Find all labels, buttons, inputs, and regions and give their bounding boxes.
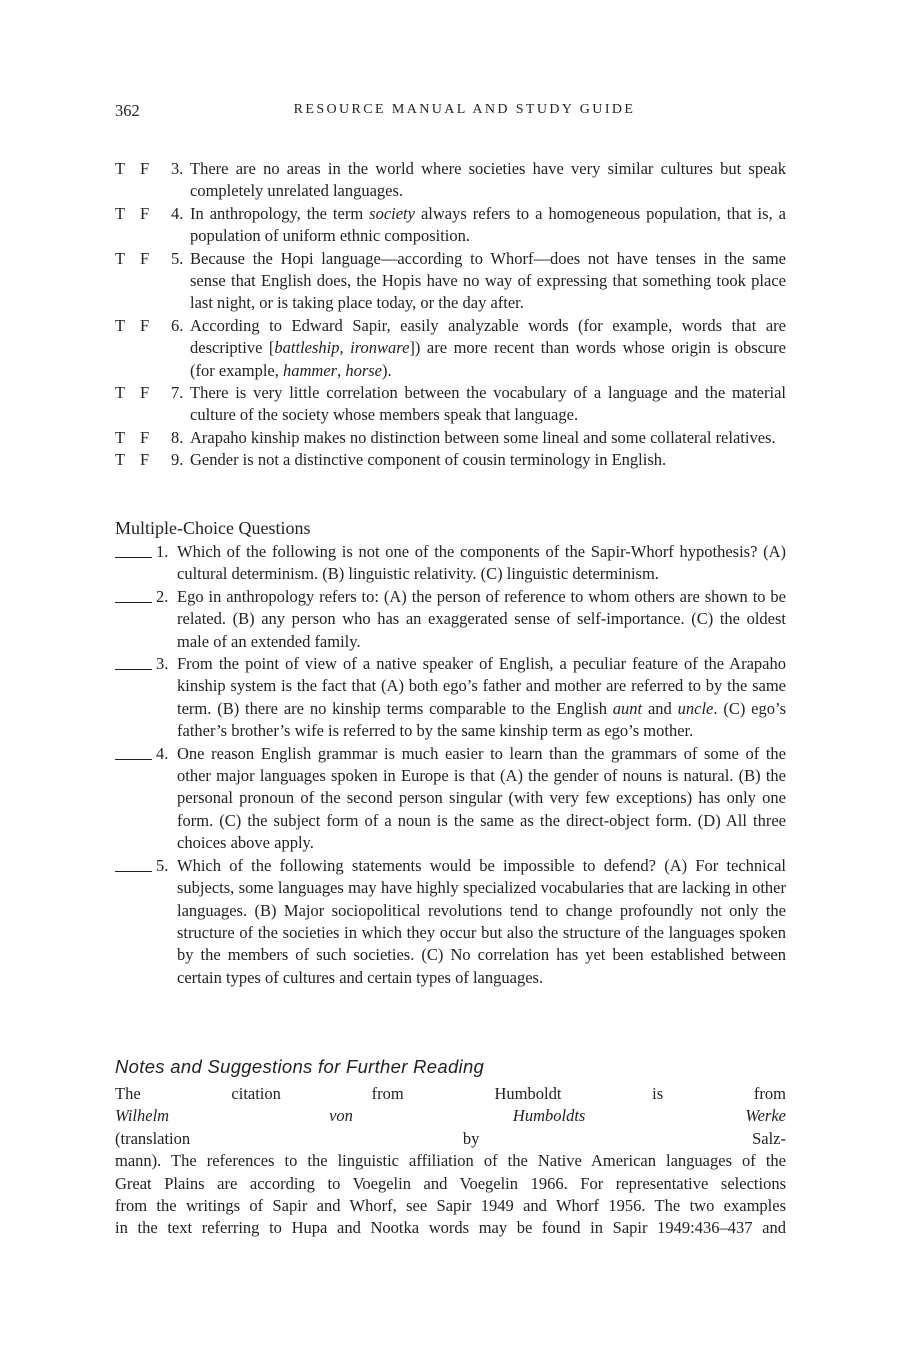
- tf-question-9: [115, 449, 786, 471]
- question-text: Because the Hopi language—according to Whorf—does not have tenses in the same sense that English does, the Hopis have no way of expressing that something took place last night, or is taking place today, or the day after.: [190, 248, 786, 313]
- notes-line: in the text referring to Hupa and Nootka words may be found in Sapir 1949:436–437 and: [115, 1218, 786, 1238]
- tf-question-7: [115, 382, 786, 427]
- question-number: 6.: [171, 315, 184, 335]
- page-number: 362: [115, 101, 140, 120]
- question-text: In anthropology, the term society always refers to a homogeneous population, that is, a population of uniform ethnic composition.: [190, 203, 786, 246]
- notes-line: from the writings of Sapir and Whorf, see Sapir 1949 and Whorf 1956. The two examples: [115, 1196, 786, 1216]
- mc-question-5: [115, 855, 786, 989]
- false-option[interactable]: F: [140, 450, 150, 470]
- notes-paragraph: [115, 1083, 786, 1240]
- question-number: 5.: [171, 248, 184, 268]
- true-option[interactable]: T: [115, 315, 126, 335]
- question-number: 8.: [171, 427, 184, 447]
- multiple-choice-heading: Multiple-Choice Questions: [115, 518, 311, 538]
- true-option[interactable]: T: [115, 248, 126, 268]
- tf-question-4: [115, 203, 786, 248]
- question-number: 2.: [156, 586, 169, 606]
- question-text: According to Edward Sapir, easily analyzable words (for example, words that are descriptive [battleship, ironware]) are more recent than words whose origin is obscure (for example, hammer, horse).: [190, 315, 787, 380]
- question-text: Arapaho kinship makes no distinction between some lineal and some collateral relatives.: [190, 427, 776, 447]
- false-option[interactable]: F: [140, 159, 150, 178]
- notes-heading: Notes and Suggestions for Further Reading: [115, 1056, 485, 1077]
- answer-blank[interactable]: [115, 669, 152, 670]
- question-text: There is very little correlation between the vocabulary of a language and the material culture of the society whose members speak that language.: [190, 383, 786, 425]
- mc-question-2: [115, 586, 786, 653]
- question-text: Which of the following statements would be impossible to defend? (A) For technical subjects, some languages may have highly specialized vocabularies that are lacking in other languages. (B) Major sociopolitical revolutions tend to change profoundly not only the structure of the societies in which they occur but also the structure of the languages spoken by the members of such societies. (C) No correlation has yet been established between certain types of cultures and certain types of languages.: [177, 855, 786, 987]
- mc-question-4: [115, 743, 786, 855]
- question-number: 3.: [156, 654, 169, 674]
- tf-question-8: [115, 427, 786, 449]
- multiple-choice-list: [115, 541, 786, 989]
- true-option[interactable]: T: [115, 450, 126, 470]
- notes-line: Great Plains are according to Voegelin and Voegelin 1966. For representative selections: [115, 1173, 786, 1193]
- answer-blank[interactable]: [115, 871, 152, 872]
- question-number: 7.: [171, 383, 184, 403]
- answer-blank[interactable]: [115, 557, 152, 558]
- true-false-list: [115, 158, 786, 472]
- running-head: [115, 101, 786, 123]
- question-text: From the point of view of a native speaker of English, a peculiar feature of the Arapaho kinship system is the fact that (A) both ego’s father and mother are referred to by the same term. (B) there are no kinship terms comparable to the English aunt and uncle. (C) ego’s father’s brother’s wife is referred to by the same kinship term as ego’s mother.: [177, 654, 786, 741]
- question-number: 3.: [171, 159, 184, 178]
- true-option[interactable]: T: [115, 159, 126, 178]
- false-option[interactable]: F: [140, 315, 150, 335]
- false-option[interactable]: F: [140, 427, 150, 447]
- answer-blank[interactable]: [115, 759, 152, 760]
- false-option[interactable]: F: [140, 203, 150, 223]
- tf-question-6: [115, 315, 786, 382]
- question-number: 4.: [171, 203, 184, 223]
- true-option[interactable]: T: [115, 427, 126, 447]
- tf-question-5: [115, 248, 786, 315]
- mc-question-3: [115, 653, 786, 743]
- question-text: One reason English grammar is much easier to learn than the grammars of some of the other major languages spoken in Europe is that (A) the gender of nouns is natural. (B) the personal pronoun of the second person singular (with very few exceptions) has only one form. (C) the subject form of a noun is the same as the direct-object form. (D) All three choices above apply.: [177, 743, 786, 853]
- true-option[interactable]: T: [115, 383, 126, 403]
- mc-question-1: [115, 541, 786, 586]
- question-number: 5.: [156, 855, 169, 875]
- notes-line: The citation from Humboldt is from Wilhelm von Humboldts Werke (translation by Salz-: [115, 1084, 786, 1148]
- question-text: There are no areas in the world where societies have very similar cultures but speak completely unrelated languages.: [190, 159, 786, 201]
- notes-line: mann). The references to the linguistic affiliation of the Native American languages of the: [115, 1151, 786, 1171]
- italic-term: society: [369, 203, 415, 223]
- question-text: Gender is not a distinctive component of cousin terminology in English.: [190, 450, 667, 470]
- false-option[interactable]: F: [140, 383, 150, 403]
- question-text: Which of the following is not one of the components of the Sapir-Whorf hypothesis? (A) cultural determinism. (B) linguistic relativity. (C) linguistic determinism.: [177, 542, 786, 584]
- question-number: 9.: [171, 450, 184, 470]
- false-option[interactable]: F: [140, 248, 150, 268]
- answer-blank[interactable]: [115, 602, 152, 603]
- question-text: Ego in anthropology refers to: (A) the person of reference to whom others are shown to be related. (B) any person who has an exaggerated sense of self-importance. (C) the oldest male of an extended family.: [177, 586, 786, 651]
- italic-title: Wilhelm von Humboldts Werke: [115, 1106, 786, 1126]
- question-number: 4.: [156, 743, 169, 763]
- tf-question-3: [115, 158, 786, 203]
- true-option[interactable]: T: [115, 203, 126, 223]
- question-number: 1.: [156, 542, 169, 561]
- book-title: RESOURCE MANUAL AND STUDY GUIDE: [293, 102, 636, 117]
